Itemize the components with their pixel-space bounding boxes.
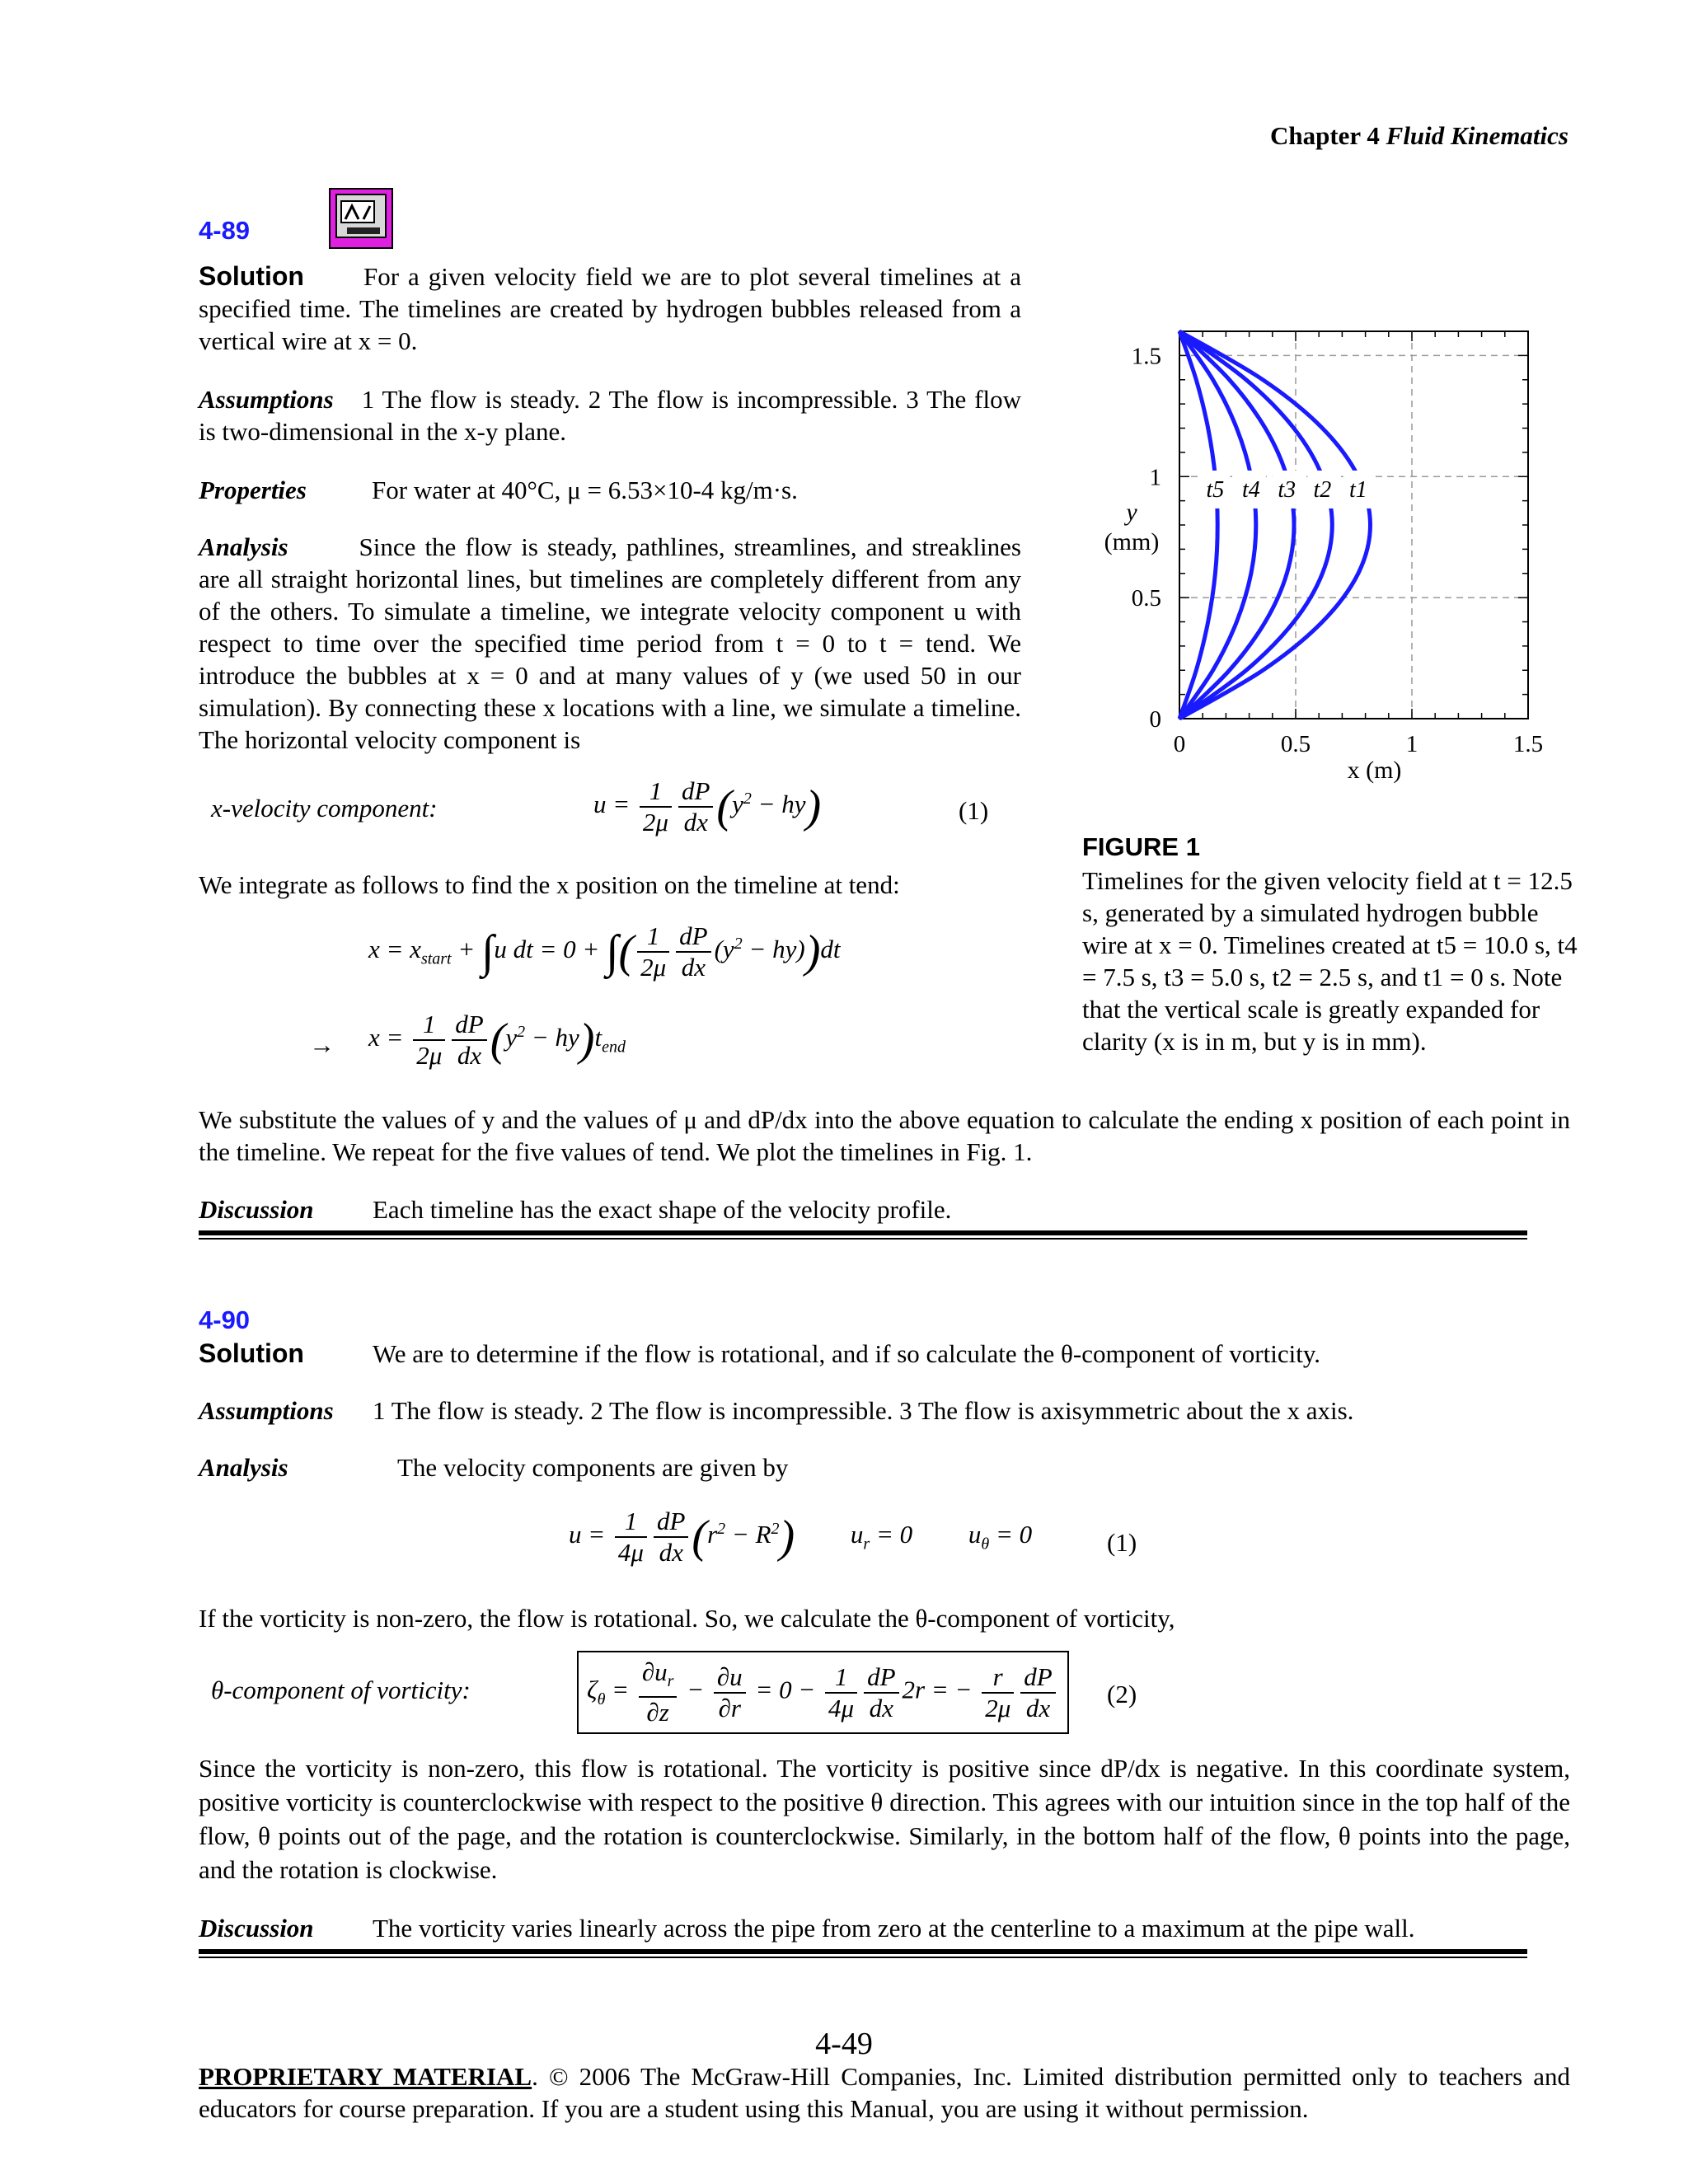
discussion-text: The vorticity varies linearly across the pipe from zero at the centerline to a maximum at the pipe wall. xyxy=(373,1914,1415,1943)
figure-label: FIGURE 1 xyxy=(1082,832,1200,861)
solution-label: Solution xyxy=(199,261,304,291)
problem-number: 4-90 xyxy=(199,1305,251,1334)
analysis-text: Since the flow is steady, pathlines, streamlines, and streaklines are all straight horizontal lines, but timelines are completely different from any of the others. To simulate a timeline, we integrate velocity component u with respect to time over the specified time period from t = 0 to t = tend. We introduce the bubbles at x = 0 and at many values of y (we used 50 in our simulation). By connecting these x locations with a line, we simulate a timeline. The horizontal velocity component is xyxy=(199,532,1021,754)
page-number: 4-49 xyxy=(815,2027,873,2061)
analysis-label: Analysis xyxy=(199,532,288,561)
analysis-paragraph xyxy=(199,531,1021,756)
discussion-text: Each timeline has the exact shape of the velocity profile. xyxy=(373,1195,952,1224)
divider-thick xyxy=(199,1230,1527,1235)
series-label-t4: t4 xyxy=(1241,476,1260,503)
y-tick-label: 1.5 xyxy=(1131,343,1161,370)
substitute-paragraph: We substitute the values of y and the values of μ and dP/dx into the above equation to calculate the ending x position of each point in the timeline. We repeat for the five values of tend. We plot the timelines in Fig. 1. xyxy=(199,1105,1570,1166)
y-axis-label: y xyxy=(1126,499,1137,527)
x-tick-label: 0.5 xyxy=(1280,731,1311,757)
discussion-label: Discussion xyxy=(199,1195,314,1224)
properties-text: For water at 40°C, μ = 6.53×10-4 kg/m·s. xyxy=(372,476,798,504)
assumptions-paragraph xyxy=(199,383,1021,448)
ees-icon xyxy=(329,188,393,249)
eq1-label: x-velocity component: xyxy=(211,794,438,823)
assumptions-label: Assumptions xyxy=(199,385,334,414)
implies-arrow: → xyxy=(309,1030,335,1059)
series-label-t1: t1 xyxy=(1348,476,1367,503)
discussion-label: Discussion xyxy=(199,1914,314,1943)
y-tick-label: 0.5 xyxy=(1131,585,1161,612)
running-header xyxy=(1270,120,1568,152)
discussion-paragraph xyxy=(199,1193,1570,1226)
assumptions-label: Assumptions xyxy=(199,1396,334,1425)
series-label-t3: t3 xyxy=(1278,476,1296,503)
timeline-chart xyxy=(1071,313,1566,808)
discussion-paragraph xyxy=(199,1912,1570,1944)
eq1-number: (1) xyxy=(1107,1528,1137,1557)
y-tick-label: 0 xyxy=(1149,706,1161,733)
figure-caption: Timelines for the given velocity field at t = 12.5 s, generated by a simulated hydrogen bubble wire at x = 0. Timelines created at t5 = 10.0 s, t4 = 7.5 s, t3 = 5.0 s, t2 = 2.5 s, and t1 = 0 s. Note that the vertical scale is greatly expanded for clarity (x is in m, but y is in mm). xyxy=(1082,866,1578,1056)
plot-frame xyxy=(1179,331,1528,719)
timeline-t1 xyxy=(1179,331,1371,719)
x-tick-label: 1.5 xyxy=(1512,731,1544,757)
divider-thick xyxy=(199,1949,1527,1954)
assumptions-text: 1 The flow is steady. 2 The flow is incompressible. 3 The flow is two-dimensional in the x-y plane. xyxy=(199,385,1021,446)
solution-paragraph xyxy=(199,260,1021,357)
solution-text: We are to determine if the flow is rotational, and if so calculate the θ-component of vorticity. xyxy=(373,1339,1321,1368)
equation-x-velocity: u = $\frac{1}{2\mu}$ $\frac{dP}{dx}$ $(y^2 - hy)$ xyxy=(593,776,822,837)
nonzero-paragraph: If the vorticity is non-zero, the flow is rotational. So, we calculate the θ-component of vorticity, xyxy=(199,1604,1175,1633)
equation-vorticity-boxed: $\zeta_\theta$ = $\frac{\partial u_r}{\partial z}$ − $\frac{\partial u}{\partial r}$ = 0 − $\frac{1}{4\mu}$ $\frac{dP}{dx}$ 2r = − $\frac{r}{2\mu}$ $\frac{dP}{dx}$ xyxy=(577,1651,1069,1734)
properties-label: Properties xyxy=(199,476,307,504)
chapter-title: Fluid Kinematics xyxy=(1386,121,1568,150)
eq1-number: (1) xyxy=(959,796,989,825)
integrate-paragraph: We integrate as follows to find the x position on the timeline at tend: xyxy=(199,870,900,899)
divider-thin xyxy=(199,1957,1527,1958)
eq2-label: θ-component of vorticity: xyxy=(211,1675,471,1704)
solution-text: For a given velocity field we are to plot several timelines at a specified time. The timelines are created by hydrogen bubbles released from a vertical wire at x = 0. xyxy=(199,262,1021,355)
copyright-notice xyxy=(199,2060,1570,2125)
equation-velocity-components: u = $\frac{1}{4\mu}$ $\frac{dP}{dx}$ $(r^2 - R^2) u_r = 0$ $u_\theta = 0$ xyxy=(569,1507,1033,1567)
equation-integral: $x = x_{start} + \int u$ dt = 0 + ∫( $\frac{1}{2\mu}$ $\frac{dP}{dx}$ $(y^2 - hy))dt$ xyxy=(368,921,841,982)
x-axis-label: x (m) xyxy=(1347,757,1402,784)
properties-paragraph xyxy=(199,474,1021,506)
divider-thin xyxy=(199,1238,1527,1240)
equation-x-end: x = $\frac{1}{2\mu}$ $\frac{dP}{dx}$ $(y^2 - hy)t_{end}$ xyxy=(368,1010,626,1070)
series-label-t2: t2 xyxy=(1313,476,1332,503)
analysis-label: Analysis xyxy=(199,1453,288,1482)
x-tick-label: 0 xyxy=(1173,731,1186,757)
notice-text: . © 2006 The McGraw-Hill Companies, Inc. Limited distribution permitted only to teachers and educators for course preparation. If you are a student using this Manual, you are using it without permission. xyxy=(199,2062,1570,2123)
analysis-text: The velocity components are given by xyxy=(397,1453,789,1482)
conclusion-paragraph: Since the vorticity is non-zero, this flow is rotational. The vorticity is positive since dP/dx is negative. In this coordinate system, positive vorticity is counterclockwise with respect to the positive θ direction. This agrees with our intuition since in the top half of the flow, θ points out of the page, and the rotation is counterclockwise. Similarly, in the bottom half of the flow, θ points into the page, and the rotation is clockwise. xyxy=(199,1754,1570,1884)
assumptions-text: 1 The flow is steady. 2 The flow is incompressible. 3 The flow is axisymmetric about the x axis. xyxy=(373,1396,1354,1425)
y-tick-label: 1 xyxy=(1149,464,1161,491)
chart-svg xyxy=(1071,313,1566,808)
analysis-paragraph xyxy=(199,1451,1570,1483)
series-label-t5: t5 xyxy=(1206,476,1225,503)
problem-number: 4-89 xyxy=(199,216,251,245)
x-tick-label: 1 xyxy=(1405,731,1418,757)
assumptions-paragraph xyxy=(199,1394,1570,1427)
solution-label: Solution xyxy=(199,1338,304,1368)
eq2-number: (2) xyxy=(1107,1680,1137,1708)
y-axis-unit: (mm) xyxy=(1104,528,1160,556)
chapter-number: Chapter 4 xyxy=(1269,121,1380,150)
proprietary-label: PROPRIETARY MATERIAL xyxy=(199,2062,532,2091)
solution-paragraph xyxy=(199,1338,1570,1370)
